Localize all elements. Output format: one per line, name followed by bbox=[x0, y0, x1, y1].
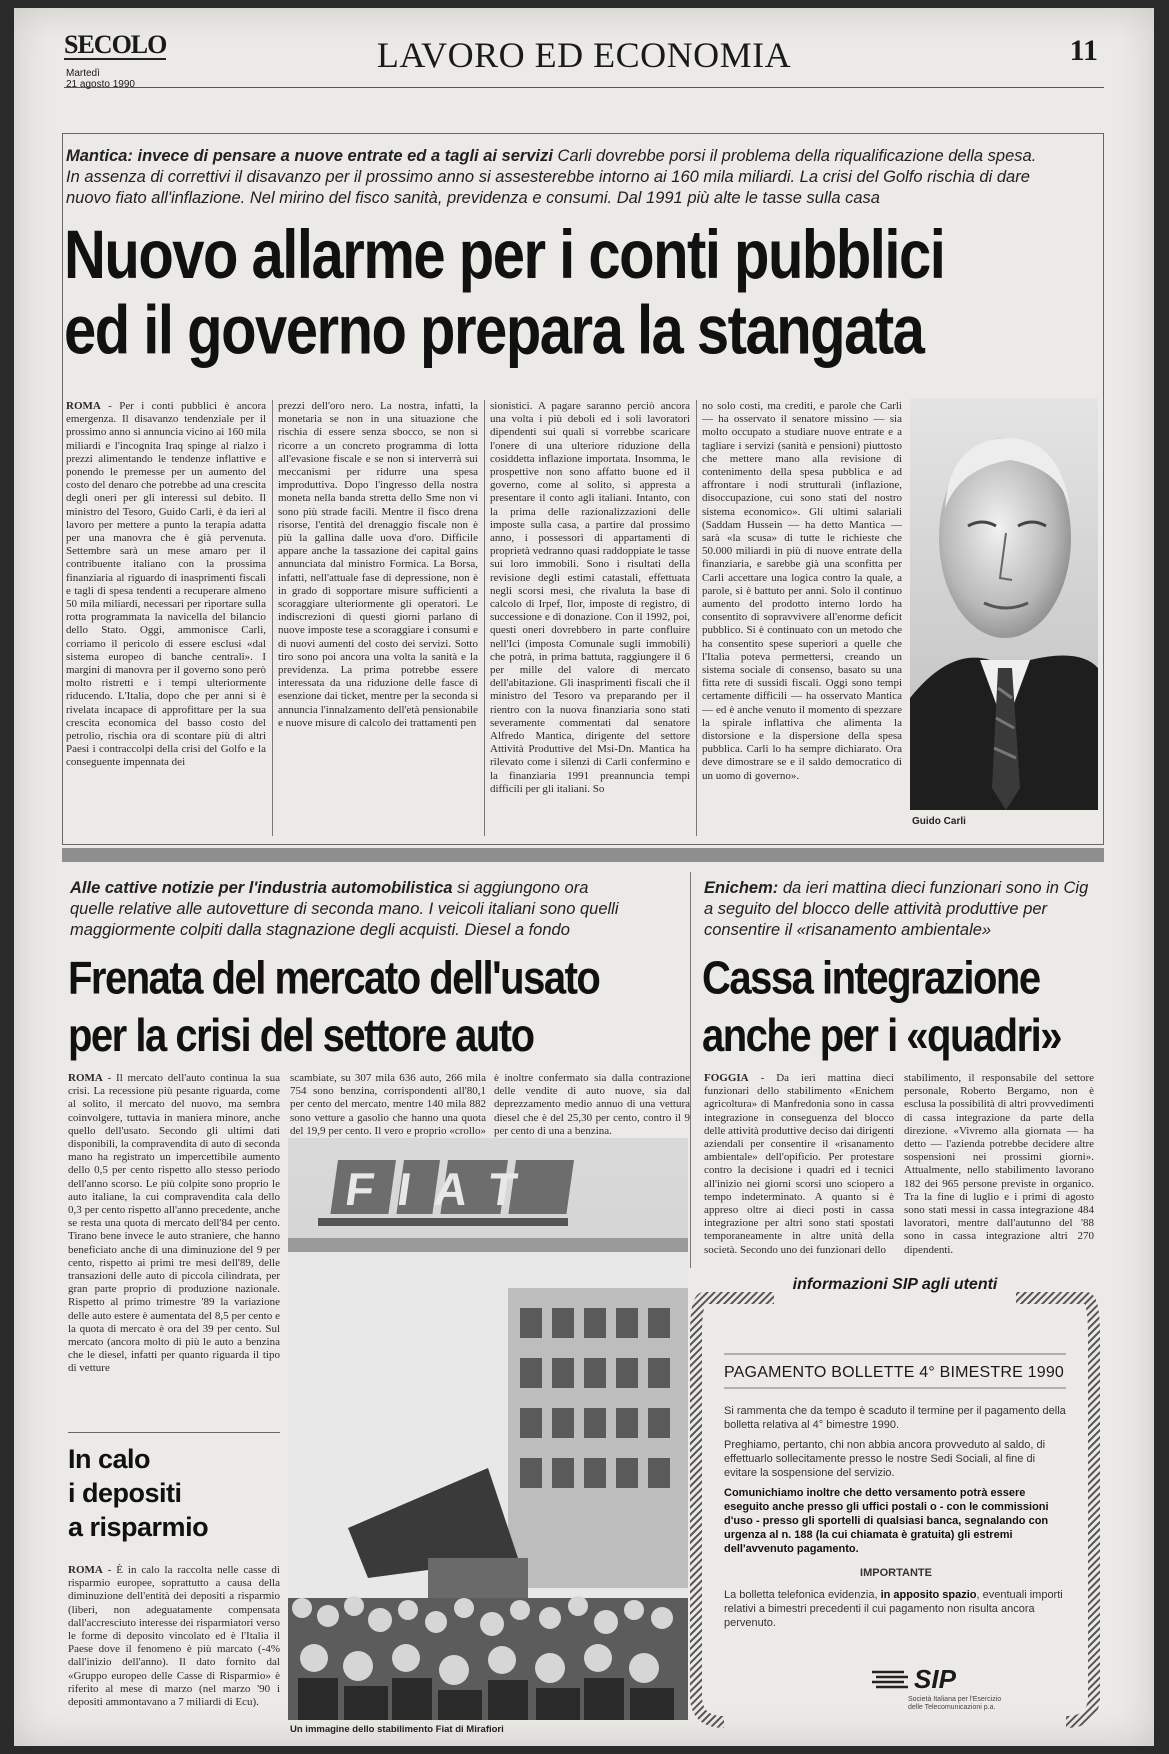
column-rule bbox=[690, 872, 691, 1268]
masthead bbox=[64, 28, 1104, 88]
enichem-article-kicker bbox=[704, 878, 1094, 941]
newspaper-page bbox=[14, 8, 1154, 1746]
column-rule bbox=[272, 400, 273, 836]
portrait-illustration bbox=[910, 398, 1098, 810]
deposits-text: - È in calo la raccolta nelle casse di risparmio europee, soprattutto a causa della diminuzione dell'entità dei depositi a risparmio (liberi, non adeguatamente compensata dall'accresciuto interesse dei risparmiatori verso le forme di deposito vincolato ed è l'Italia il Paese dove il fenomeno è più marcato (-4% dall'inizio dell'anno). Il dato fornito dal «Gruppo europeo delle Casse di Risparmio» è riferito al mese di marzo (nel marzo '90 i depositi ammontavano a 7 miliardi di Ecu). bbox=[68, 1564, 280, 1709]
enichem-headline bbox=[702, 950, 1061, 1065]
fiat-factory-photo bbox=[288, 1138, 688, 1720]
carli-photo-caption: Guido Carli bbox=[912, 816, 966, 827]
sip-paragraph-4 bbox=[724, 1588, 1068, 1630]
main-column-2-text: prezzi dell'oro nero. La nostra, infatti, la monetaria se non in una situazione che rischia di essere senza sbocco, se non si ricorre a un concreto programma di lotta all'evasione fiscale e se non si interverrà sui meccanismi per ridurre una spesa improduttiva. Dopo l'ingresso della nostra moneta nella banda stretta dello Sme non vi sono più strade facili. Mentre il fisco drena risorse, l'entità del drenaggio fiscale non è più la gallina dalle uova d'oro. Difficile appare anche la tassazione dei capital gains annunciata dal ministro Formica. La Borsa, infatti, nell'attuale fase di depressione, non è in grado di sopportare misure sufficienti a scoraggiare ulteriormente gli operatori. Le indiscrezioni di questi giorni parlano di nuove imposte tese a scoraggiare i consumi e di nuovi aumenti del costo dei servizi. Sotto tiro sono poi ancora una volta la sanità e la previdenza. La prima potrebbe essere interessata da una riduzione delle fasce di esenzione dai ticket, mentre per la seconda si annuncia l'innalzamento dell'età pensionabile e nuove misure di calcolo dei trattamenti pen bbox=[278, 400, 478, 729]
newspaper-logo: SECOLO bbox=[64, 30, 167, 59]
sip-paragraph-3: Comunichiamo inoltre che detto versamento potrà essere eseguito anche presso gli uffici postali o - con le commissioni d'uso - presso gli sportelli di qualsiasi banca, segnalando con urgenza al n. 188 (la cui chiamata è gratuita) gli estremi dell'avvenuto pagamento. bbox=[724, 1487, 1049, 1555]
main-kicker-bold: Mantica: invece di pensare a nuove entrate ed a tagli ai servizi bbox=[66, 147, 553, 165]
sip-ad-header: informazioni SIP agli utenti bbox=[792, 1276, 998, 1293]
main-article-column-3 bbox=[490, 400, 690, 840]
sip-paragraph-2: Preghiamo, pertanto, chi non abbia ancora provveduto al saldo, di effettuarlo sollecitamente presso le nostre Sedi Sociali, al fine di evitare la sospensione del servizio. bbox=[724, 1439, 1046, 1479]
sip-logo-subtitle-1: Società Italiana per l'Esercizio bbox=[908, 1696, 1002, 1703]
deposits-headline-line-2: i depositi bbox=[68, 1478, 182, 1508]
auto-column-1-text: - Il mercato dell'auto continua la sua crisi. La recessione più pesante riguarda, come al solito, il mercato del nuovo, ma sembra coinvolgere, tuttavia in maniera minore, anche quello dell'usato. Secondo gli ultimi dati disponibili, la compravendita di auto di seconda mano ha registrato un impercettibile aumento dello 0,5 per cento rispetto allo stesso periodo dell'anno scorso. Le più colpite sono proprio le auto italiane, la cui compravendita cala dello 0,3 per cento rispetto all'anno precedente, anche se resta una quota di mercato dell'84 per cento. Tirano bene invece le auto straniere, che hanno beneficiato anche di una diminuzione del 9 per cento, rispetto ai primi tre mesi dell'89, delle transazioni delle auto di piccola cilindrata, per gran parte proprio di produzione nazionale. Rispetto al primo trimestre '89 la variazione delle auto estere è aumentata del 8,5 per cento e la quota di mercato è ora del 39 per cento. Sul mercato (ancora molto di più le auto a benzina che le diesel, infatti per quanto riguarda il tipo di vetture bbox=[68, 1072, 280, 1375]
sip-logo bbox=[870, 1664, 956, 1695]
auto-kicker-text: si aggiungono ora quelle relative alle autovetture di seconda mano. I veicoli italiani sono quelli maggiormente colpiti dalla stagnazione degli acquisti. Diesel a fondo bbox=[70, 879, 619, 939]
sip-p4-part-a: La bolletta telefonica evidenzia, bbox=[724, 1589, 881, 1601]
fiat-photo-caption: Un immagine dello stabilimento Fiat di Mirafiori bbox=[290, 1724, 504, 1735]
weekday: Martedì bbox=[66, 68, 100, 79]
auto-article-column-2 bbox=[290, 1072, 486, 1136]
main-article-column-4 bbox=[702, 400, 902, 840]
auto-kicker-bold: Alle cattive notizie per l'industria automobilistica bbox=[70, 879, 453, 897]
enichem-dateline: FOGGIA bbox=[704, 1072, 749, 1084]
enichem-article-column-2 bbox=[904, 1072, 1094, 1272]
guido-carli-photo bbox=[910, 398, 1098, 810]
deposits-dateline: ROMA bbox=[68, 1564, 103, 1576]
column-rule bbox=[484, 400, 485, 836]
section-title: LAVORO ED ECONOMIA bbox=[376, 35, 792, 75]
sip-logo-subtitle-2: delle Telecomunicazioni p.a. bbox=[908, 1704, 996, 1711]
sip-p4-part-b: in apposito spazio bbox=[880, 1589, 977, 1601]
sip-ad-body bbox=[724, 1404, 1068, 1630]
auto-headline-line-1: Frenata del mercato dell'usato bbox=[68, 953, 600, 1005]
enichem-headline-line-1: Cassa integrazione bbox=[702, 953, 1040, 1005]
auto-column-2-text: scambiate, su 307 mila 636 auto, 266 mila 754 sono benzina, corrispondenti all'80,1 per cento del mercato, mentre 140 mila 882 sono vetture a gasolio che hanno una quota del 19,9 per cento. Il vero e proprio «crollo» bbox=[290, 1072, 486, 1137]
sip-logo-icon bbox=[870, 1666, 910, 1694]
main-headline bbox=[64, 218, 944, 369]
main-article-column-2 bbox=[278, 400, 478, 840]
section-divider-bar bbox=[62, 848, 1104, 862]
auto-dateline: ROMA bbox=[68, 1072, 103, 1084]
sip-p4-part-c: , eventuali importi relativi a bimestri precedenti il cui pagamento non risulta ancora pervenuto. bbox=[724, 1589, 1063, 1629]
main-article-kicker bbox=[66, 146, 1046, 209]
enichem-kicker-bold: Enichem: bbox=[704, 879, 779, 897]
enichem-column-2-text: stabilimento, il responsabile del settore personale, Roberto Bergamo, non è esclusa la possibilità di altri provvedimenti di cassa integrazione da parte della direzione. «Vivremo alla giornata — ha detto — l'azienda potrebbe decidere altre sospensioni nei prossimi giorni». Attualmente, nello stabilimento lavorano 182 dei 965 persone previste in organico. Tra la fine di luglio e i primi di agosto sono stati messi in cassa integrazione 484 lavoratori, mentre dall'autunno del '88 sono in cassa integrazione altri 270 dipendenti. bbox=[904, 1072, 1094, 1256]
main-kicker-text: Carli dovrebbe porsi il problema della riqualificazione della spesa. In assenza di correttivi il disavanzo per il prossimo anno si assesterebbe intorno ai 160 mila miliardi. La crisi del Golfo rischia di dare nuovo fiato all'inflazione. Nel mirino del fisco sanità, previdenza e consumi. Dal 1991 più alte le tasse sulla casa bbox=[66, 147, 1037, 207]
fiat-sign-letters: FIAT bbox=[342, 1163, 545, 1215]
page-number: 11 bbox=[1069, 34, 1098, 67]
deposits-headline-line-1: In calo bbox=[68, 1444, 151, 1474]
sip-paragraph-1: Si rammenta che da tempo è scaduto il termine per il pagamento della bolletta relativa al 4° bimestre 1990. bbox=[724, 1405, 1066, 1431]
date: 21 agosto 1990 bbox=[66, 79, 135, 90]
auto-article-column-1 bbox=[68, 1072, 280, 1424]
enichem-headline-line-2: anche per i «quadri» bbox=[702, 1010, 1062, 1062]
sip-logo-subtitle bbox=[908, 1696, 1001, 1712]
enichem-kicker-text: da ieri mattina dieci funzionari sono in Cig a seguito del blocco delle attività produttive per consentire il «risanamento ambientale» bbox=[704, 879, 1089, 939]
main-headline-line-2: ed il governo prepara la stangata bbox=[64, 292, 924, 370]
sip-important-label: IMPORTANTE bbox=[860, 1567, 932, 1579]
enichem-article-column-1 bbox=[704, 1072, 894, 1272]
auto-headline-line-2: per la crisi del settore auto bbox=[68, 1010, 534, 1062]
column-rule bbox=[696, 400, 697, 836]
deposits-rule bbox=[68, 1432, 280, 1433]
sip-advertisement bbox=[694, 1276, 1096, 1724]
auto-article-column-3 bbox=[494, 1072, 690, 1136]
main-column-4-text: no solo costi, ma crediti, e parole che Carli — ha osservato il senatore missino — sia molto occupato a studiare nuove entrate e a tagliare i servizi (sanità e pensioni) piuttosto che mettere mano alla revisione di contenimento della spesa pubblica e ad affrontare i nodi strutturali (inflazione, disoccupazione, cui sono stati del nostro sistema economico». Gli ultimi salariali (Saddam Hussein — ha detto Mantica — sarà «la scusa» di tutte le richieste che 50.000 miliardi in più di nuove entrate della finanziaria, e sarebbe già una sconfitta per Carli accettare una logica contro la quale, a parole, si è battuto per anni. Solo il continuo aumento del prodotto interno lordo ha consentito di sopravvivere all'enorme deficit pubblico. Si è continuato con un metodo che ha consentito spese superiori a quelle che l'Italia poteva permettersi, creando un sistema sociale di consenso, basato su una fitta rete di sussidi fiscali. Oggi sono tempi certamente difficili — ha osservato Mantica — ed è anche venuto il momento di spezzare la spirale inflattiva che alimenta la distorsione e la dispersione della spesa pubblica. Carli lo ha sempre dichiarato. Ora deve dimostrare se e il saldo democratico di un uomo di governo». bbox=[702, 400, 902, 782]
deposits-article-body bbox=[68, 1564, 280, 1732]
main-article-column-1 bbox=[66, 400, 266, 840]
deposits-headline bbox=[68, 1442, 208, 1544]
sip-logo-text: SIP bbox=[914, 1664, 956, 1694]
fiat-building-illustration bbox=[288, 1138, 688, 1720]
sip-ad-title: PAGAMENTO BOLLETTE 4° BIMESTRE 1990 bbox=[724, 1364, 1065, 1381]
auto-column-3-text: è inoltre confermato sia dalla contrazione delle vendite di auto nuove, sia dal deprezzamento medio annuo di una vettura diesel che è del 25,30 per cento, contro il 9 per cento di una a benzina. bbox=[494, 1072, 690, 1137]
enichem-column-1-text: - Da ieri mattina dieci funzionari dello stabilimento «Enichem agricoltura» di Manfredonia sono in cassa integrazione in conseguenza del blocco delle attività produttive deciso dai dirigenti aziendali per consentire il «risanamento ambientale» dell'opificio. Per protestare contro la decisione i quadri ed i tecnici all'inizio nei giorni scorsi uno sciopero a tempo indeterminato. A quanto si è appreso oltre ai dieci posti in cassa integrazione per altri sono stati spostati temporaneamente in altre unità della società. Secondo uno dei funzionari dello bbox=[704, 1072, 894, 1256]
main-headline-line-1: Nuovo allarme per i conti pubblici bbox=[64, 216, 945, 294]
auto-article-kicker bbox=[70, 878, 630, 941]
auto-headline bbox=[68, 950, 599, 1065]
main-column-3-text: sionistici. A pagare saranno perciò ancora una volta i più deboli ed i soli lavoratori dipendenti sui quali si vorrebbe scaricare l'onere di una ulteriore riduzione della cosiddetta inflazione importata. Insomma, le prospettive non sono affatto buone ed il governo, come al solito, si appresta a presentare il conto agli italiani. Intanto, con la prima delle razionalizzazioni delle imposte sulla casa, a partire dal prossimo anno, i possessori di appartamenti di proprietà vedranno quasi raddoppiate le tasse sui loro immobili. Sono i risultati della revisione degli estimi catastali, effettuata negli scorsi mesi, che rivaluta la base di calcolo di Irpef, Ilor, imposte di registro, di successione e di donazione. Con il 1992, poi, questi oneri dovrebbero in parte confluire nell'Ici (imposta Comunale sugli immobili) che potrà, in prima battuta, raggiungere il 6 per mille del valore di mercato dell'abitazione. Gli inasprimenti fiscali che il ministro del Tesoro va preparando per il rientro con la nuova finanziaria sono stati severamente commentati dal senatore Alfredo Mantica, dirigente del settore Attività Produttive del Msi-Dn. Mantica ha rilevato come i silenzi di Carli confermino e la finanziaria 1991 preannuncia tempi difficili per gli italiani. So bbox=[490, 400, 690, 795]
main-column-1-text: - Per i conti pubblici è ancora emergenza. Il disavanzo tendenziale per il prossimo anno si annuncia vicino ai 160 mila miliardi e l'incognita Iraq spinge al rialzo i prezzi alimentando le tendenze inflattive e ponendo le premesse per un aumento del costo del denaro che potrebbe ad una crescita degli oneri per gli interessi sul debito. Il ministro del Tesoro, Guido Carli, è da ieri al lavoro per mettere a punto la terapia adatta per una manovra che è già pervenuta. Settembre sarà un mese amaro per il contribuente italiano con la prossima finanziaria al riguardo di inasprimenti fiscali e tagli di spesa tendenti a recuperare almeno 50 mila miliardi, necessari per riportare sulla rotta programmata la navicella del bilancio dello Stato. Oggi, ammonisce Carli, corriamo il pericolo di essere esclusi «dal sistema europeo di banche centrali». I margini di manovra per il governo sono però molto ristretti e i tempi ulteriormente riducendo. L'Italia, dopo che per anni si è rivelata incapace di approfittare per la sua crescita economica del basso costo del petrolio, rischia ora di scontare più di altri Paesi i contraccolpi della crisi del Golfo e la conseguente impennata dei bbox=[66, 400, 266, 769]
deposits-headline-line-3: a risparmio bbox=[68, 1512, 209, 1542]
main-dateline: ROMA bbox=[66, 400, 101, 412]
